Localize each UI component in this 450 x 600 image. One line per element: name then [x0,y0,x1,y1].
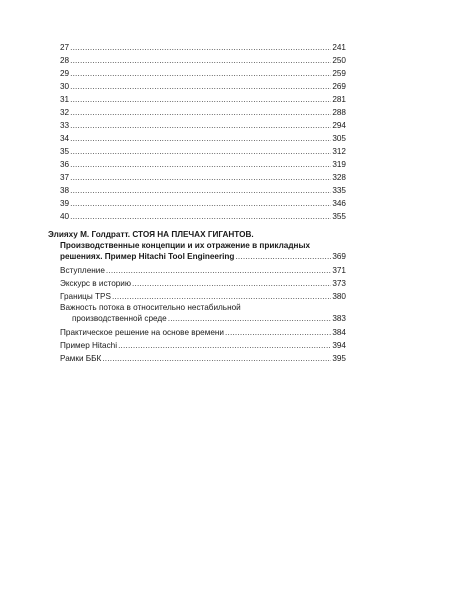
page-number: 355 [332,212,346,221]
dot-leader [235,252,331,262]
section-title: Границы TPS [60,292,111,301]
dot-leader [70,186,331,196]
toc-chapter-row [60,56,346,66]
chapter-number: 40 [60,212,70,221]
dot-leader [70,56,331,66]
page-number: 288 [332,108,346,117]
chapter-number: 31 [60,95,70,104]
article-subtitle-line2: решениях. Пример Hitachi Tool Engineering [60,252,235,261]
chapter-number: 30 [60,82,70,91]
toc-section-row [60,292,346,302]
page-number: 395 [332,354,346,363]
toc-section-row [60,354,346,364]
dot-leader [168,314,332,324]
dot-leader [70,82,331,92]
toc-chapter-row [60,82,346,92]
chapter-number: 34 [60,134,70,143]
page-number: 319 [332,160,346,169]
toc-chapter-row [60,147,346,157]
dot-leader [70,134,331,144]
dot-leader [70,147,331,157]
chapter-number: 32 [60,108,70,117]
chapter-number: 29 [60,69,70,78]
page-number: 269 [332,82,346,91]
toc-article-row [60,252,346,262]
dot-leader [112,292,331,302]
page-number: 250 [332,56,346,65]
section-title: Экскурс в историю [60,279,132,288]
dot-leader [225,328,331,338]
article-subtitle-line1: Производственные концепции и их отражение в прикладных [60,241,311,250]
dot-leader [70,108,331,118]
section-title-line2: производственной среде [72,314,167,323]
toc-chapter-row [60,212,346,222]
page-number: 335 [332,186,346,195]
section-title: Вступление [60,266,105,275]
toc-chapter-row [60,199,346,209]
chapter-number: 28 [60,56,70,65]
dot-leader [132,279,331,289]
page-number: 312 [332,147,346,156]
toc-chapter-row [60,69,346,79]
toc-chapter-row [60,108,346,118]
page-number: 394 [332,341,346,350]
chapter-number: 37 [60,173,70,182]
dot-leader [70,121,331,131]
section-title: Рамки ББК [60,354,102,363]
page-number: 259 [332,69,346,78]
chapter-number: 39 [60,199,70,208]
toc-chapter-row [60,186,346,196]
page-number: 294 [332,121,346,130]
chapter-number: 27 [60,43,70,52]
page-number: 384 [332,328,346,337]
dot-leader [70,69,331,79]
dot-leader [70,43,331,53]
dot-leader [70,160,331,170]
toc-section-row [60,341,346,351]
section-title: Практическое решение на основе времени [60,328,225,337]
page-number: 373 [332,279,346,288]
dot-leader [70,212,331,222]
toc-section-row [60,266,346,276]
page-number: 380 [332,292,346,301]
toc-chapter-row [60,160,346,170]
section-title: Пример Hitachi [60,341,118,350]
page-number: 346 [332,199,346,208]
toc-section-row [60,328,346,338]
toc-chapter-row [60,173,346,183]
toc-chapter-row [60,95,346,105]
page-number: 305 [332,134,346,143]
chapter-number: 35 [60,147,70,156]
page-number: 241 [332,43,346,52]
dot-leader [70,173,331,183]
dot-leader [102,354,331,364]
page-number: 328 [332,173,346,182]
toc-chapter-row [60,43,346,53]
toc-chapter-row [60,134,346,144]
chapter-number: 33 [60,121,70,130]
dot-leader [70,199,331,209]
toc-chapter-row [60,121,346,131]
page-number: 383 [332,314,346,323]
dot-leader [70,95,331,105]
chapter-number: 38 [60,186,70,195]
article-author-title: Элияху М. Голдратт. СТОЯ НА ПЛЕЧАХ ГИГАНТОВ. [48,230,254,239]
page-number: 369 [332,252,346,261]
page-number: 281 [332,95,346,104]
toc-section-row [60,279,346,289]
section-title-line1: Важность потока в относительно нестабильной [60,303,241,312]
dot-leader [118,341,331,351]
page-number: 371 [332,266,346,275]
dot-leader [106,266,331,276]
toc-section-row [72,314,346,324]
chapter-number: 36 [60,160,70,169]
